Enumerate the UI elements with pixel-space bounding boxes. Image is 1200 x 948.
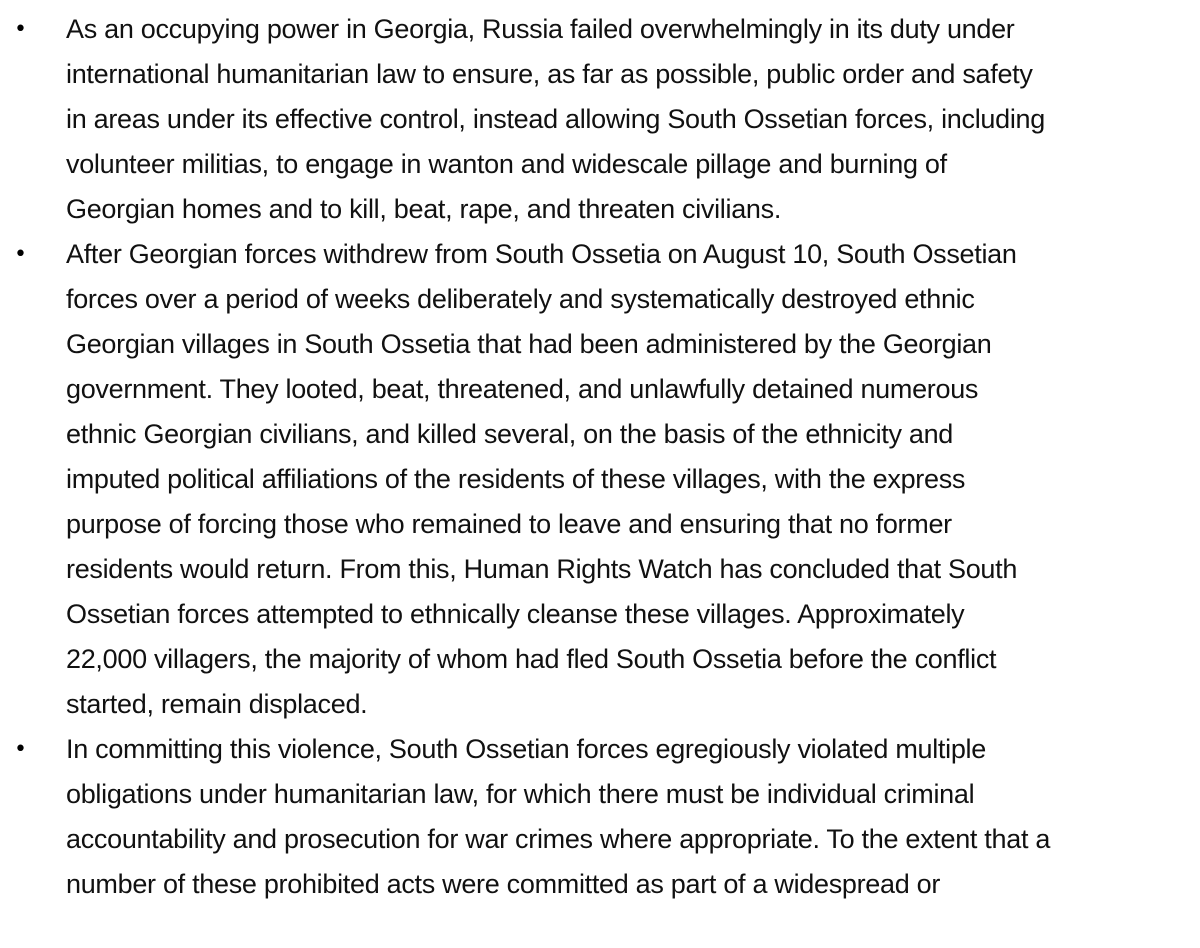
bullet-marker: •: [14, 242, 27, 267]
bullet-marker: •: [14, 737, 27, 762]
list-item: [0, 232, 1200, 727]
bullet-marker: •: [14, 17, 27, 42]
list-item: [0, 727, 1200, 907]
list-item: [0, 7, 1200, 232]
paragraph-text: In committing this violence, South Ossetian forces egregiously violated multiple obligations under humanitarian law, for which there must be individual criminal accountability and prosecution for war crimes where appropriate. To the extent that a number of these prohibited acts were committed as part of a widespread or: [66, 734, 1051, 899]
paragraph-text: As an occupying power in Georgia, Russia failed overwhelmingly in its duty under international humanitarian law to ensure, as far as possible, public order and safety in areas under its effective control, instead allowing South Ossetian forces, including volunteer militias, to engage in wanton and widescale pillage and burning of Georgian homes and to kill, beat, rape, and threaten civilians.: [66, 14, 1045, 224]
paragraph-text: After Georgian forces withdrew from South Ossetia on August 10, South Ossetian forces over a period of weeks deliberately and systematically destroyed ethnic Georgian villages in South Ossetia that had been administered by the Georgian government. They looted, beat, threatened, and unlawfully detained numerous ethnic Georgian civilians, and killed several, on the basis of the ethnicity and imputed political affiliations of the residents of these villages, with the express purpose of forcing those who remained to leave and ensuring that no former residents would return. From this, Human Rights Watch has concluded that South Ossetian forces attempted to ethnically cleanse these villages. Approximately 22,000 villagers, the majority of whom had fled South Ossetia before the conflict started, remain displaced.: [66, 239, 1018, 719]
bullet-list: [0, 7, 1200, 907]
